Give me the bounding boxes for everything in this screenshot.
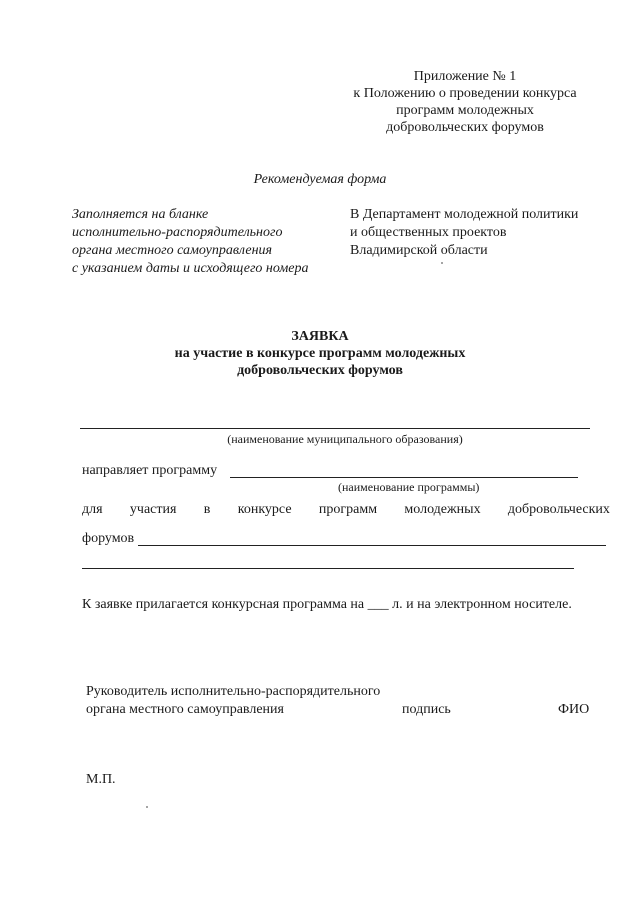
recommended-form-label: Рекомендуемая форма: [253, 172, 387, 187]
appendix-block: [330, 68, 600, 136]
participation-word: добровольческих: [507, 502, 610, 517]
attachment-prefix: К заявке прилагается конкурсная программа на: [82, 597, 365, 612]
municipality-blank-line[interactable]: [80, 428, 590, 429]
scan-speck: [441, 262, 443, 264]
appendix-line: добровольческих форумов: [386, 120, 544, 135]
scan-speck: [146, 806, 148, 808]
attachment-pages-blank[interactable]: ___: [367, 597, 389, 612]
document-title: [0, 328, 640, 379]
addressee-block: [350, 206, 578, 260]
title-line: добровольческих форумов: [237, 363, 403, 378]
signature-label: подпись: [402, 702, 451, 717]
title-heading: ЗАЯВКА: [291, 329, 349, 344]
stamp-label: М.П.: [86, 772, 116, 787]
letterhead-note-line: с указанием даты и исходящего номера: [72, 261, 309, 276]
sends-program-label: направляет программу: [82, 463, 218, 478]
head-title-line: органа местного самоуправления: [86, 702, 284, 717]
appendix-line: программ молодежных: [396, 103, 534, 118]
forums-label: форумов: [82, 531, 135, 546]
participation-line: [82, 502, 610, 518]
participation-word: молодежных: [404, 502, 481, 517]
municipality-caption: (наименование муниципального образования): [227, 432, 463, 446]
participation-word: конкурсе: [237, 502, 292, 517]
forums-blank-line[interactable]: [138, 545, 606, 546]
addressee-line: и общественных проектов: [350, 225, 507, 240]
program-name-caption: (наименование программы): [338, 480, 480, 494]
program-name-blank-line[interactable]: [230, 477, 578, 478]
letterhead-note-line: органа местного самоуправления: [72, 243, 273, 258]
addressee-line: В Департамент молодежной политики: [350, 207, 579, 222]
letterhead-note: [72, 206, 308, 278]
participation-word: программ: [318, 502, 378, 517]
appendix-line: к Положению о проведении конкурса: [353, 86, 577, 101]
participation-word: в: [203, 502, 211, 517]
attachment-statement: [82, 597, 572, 613]
participation-word: участия: [129, 502, 177, 517]
attachment-suffix: л. и на электронном носителе.: [392, 597, 572, 612]
participation-word: для: [82, 502, 103, 517]
extra-blank-line[interactable]: [82, 568, 574, 569]
title-line: на участие в конкурсе программ молодежных: [174, 346, 466, 361]
name-label: ФИО: [558, 702, 590, 717]
appendix-line: Приложение № 1: [413, 69, 517, 84]
letterhead-note-line: Заполняется на бланке: [72, 207, 209, 222]
addressee-line: Владимирской области: [350, 243, 488, 258]
head-title-line: Руководитель исполнительно-распорядительного: [86, 684, 381, 699]
letterhead-note-line: исполнительно-распорядительного: [72, 225, 283, 240]
